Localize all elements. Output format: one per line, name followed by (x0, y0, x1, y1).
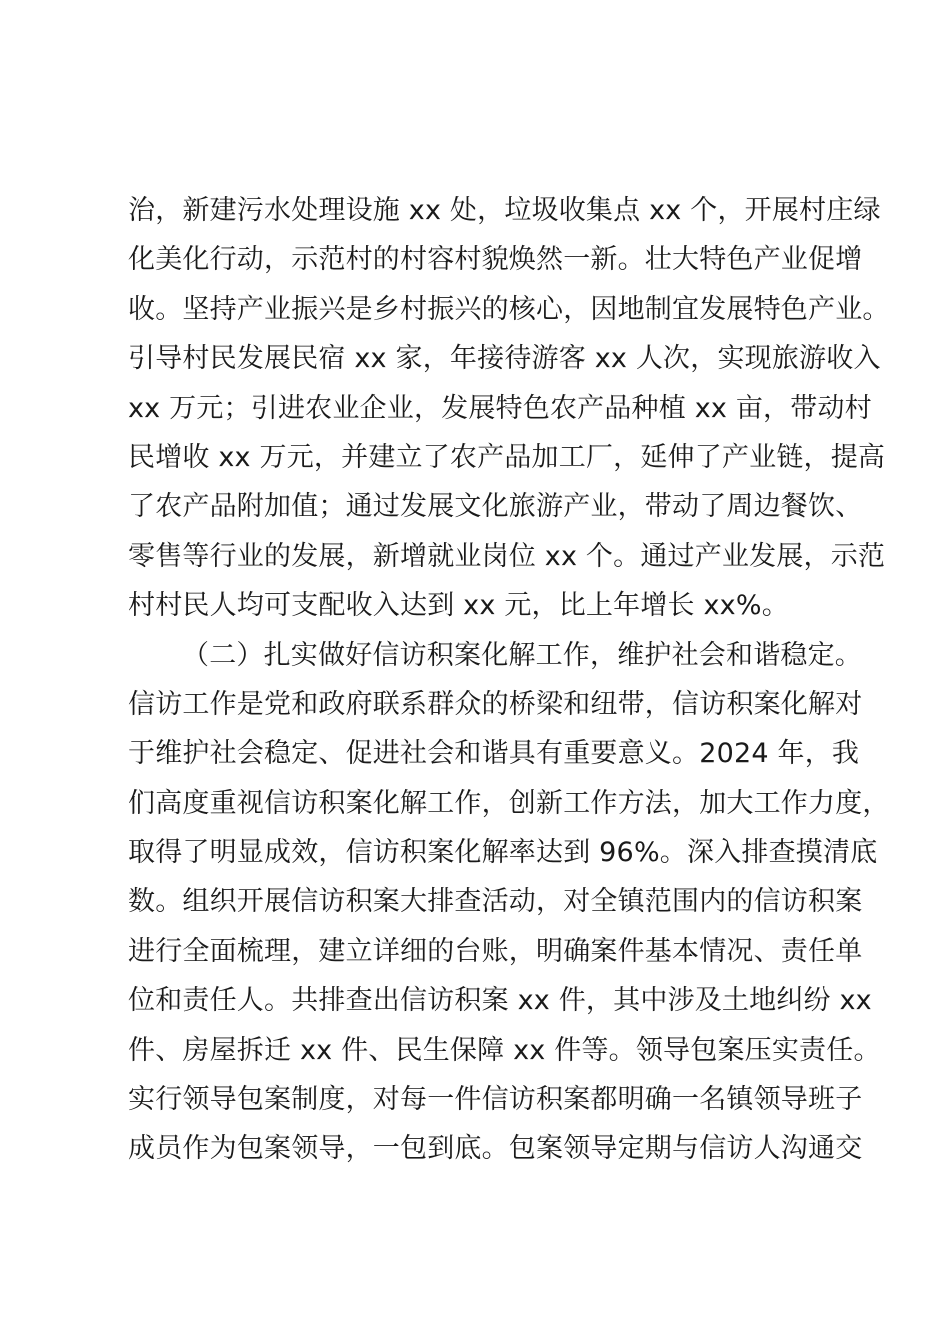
text-line: 进行全面梳理，建立详细的台账，明确案件基本情况、责任单 (128, 935, 863, 967)
text-line: 了农产品附加值；通过发展文化旅游产业，带动了周边餐饮、 (128, 491, 863, 523)
body-text (128, 186, 890, 1174)
text-line: 件、房屋拆迁 xx 件、民生保障 xx 件等。领导包案压实责任。 (128, 1034, 881, 1066)
text-line: 收。坚持产业振兴是乡村振兴的核心，因地制宜发展特色产业。 (128, 293, 890, 325)
text-line: 治，新建污水处理设施 xx 处，垃圾收集点 xx 个，开展村庄绿 (128, 195, 881, 226)
text-line: 民增收 xx 万元，并建立了农产品加工厂，延伸了产业链，提高 (128, 441, 886, 473)
text-line: 们高度重视信访积案化解工作，创新工作方法，加大工作力度， (128, 787, 890, 819)
text-line: 数。组织开展信访积案大排查活动，对全镇范围内的信访积案 (128, 886, 863, 918)
text-line: 化美化行动，示范村的村容村貌焕然一新。壮大特色产业促增 (128, 244, 863, 276)
text-line: 实行领导包案制度，对每一件信访积案都明确一名镇领导班子 (128, 1084, 863, 1116)
text-line: 信访工作是党和政府联系群众的桥梁和纽带，信访积案化解对 (128, 688, 863, 720)
section-heading: （二）扎实做好信访积案化解工作，维护社会和谐稳定。 (182, 639, 862, 671)
text-line: 村村民人均可支配收入达到 xx 元，比上年增长 xx%。 (128, 590, 789, 622)
text-line: 成员作为包案领导，一包到底。包案领导定期与信访人沟通交 (128, 1133, 863, 1165)
text-line: 取得了明显成效，信访积案化解率达到 96%。深入排查摸清底 (128, 837, 878, 869)
text-line: 于维护社会稳定、促进社会和谐具有重要意义。2024 年，我 (128, 738, 860, 770)
text-line: 位和责任人。共排查出信访积案 xx 件，其中涉及土地纠纷 xx (128, 985, 872, 1017)
text-line: 零售等行业的发展，新增就业岗位 xx 个。通过产业发展，示范 (128, 540, 886, 572)
text-line: xx 万元；引进农业企业，发展特色农产品种植 xx 亩，带动村 (128, 392, 872, 424)
text-line: 引导村民发展民宿 xx 家，年接待游客 xx 人次，实现旅游收入 (128, 343, 881, 375)
